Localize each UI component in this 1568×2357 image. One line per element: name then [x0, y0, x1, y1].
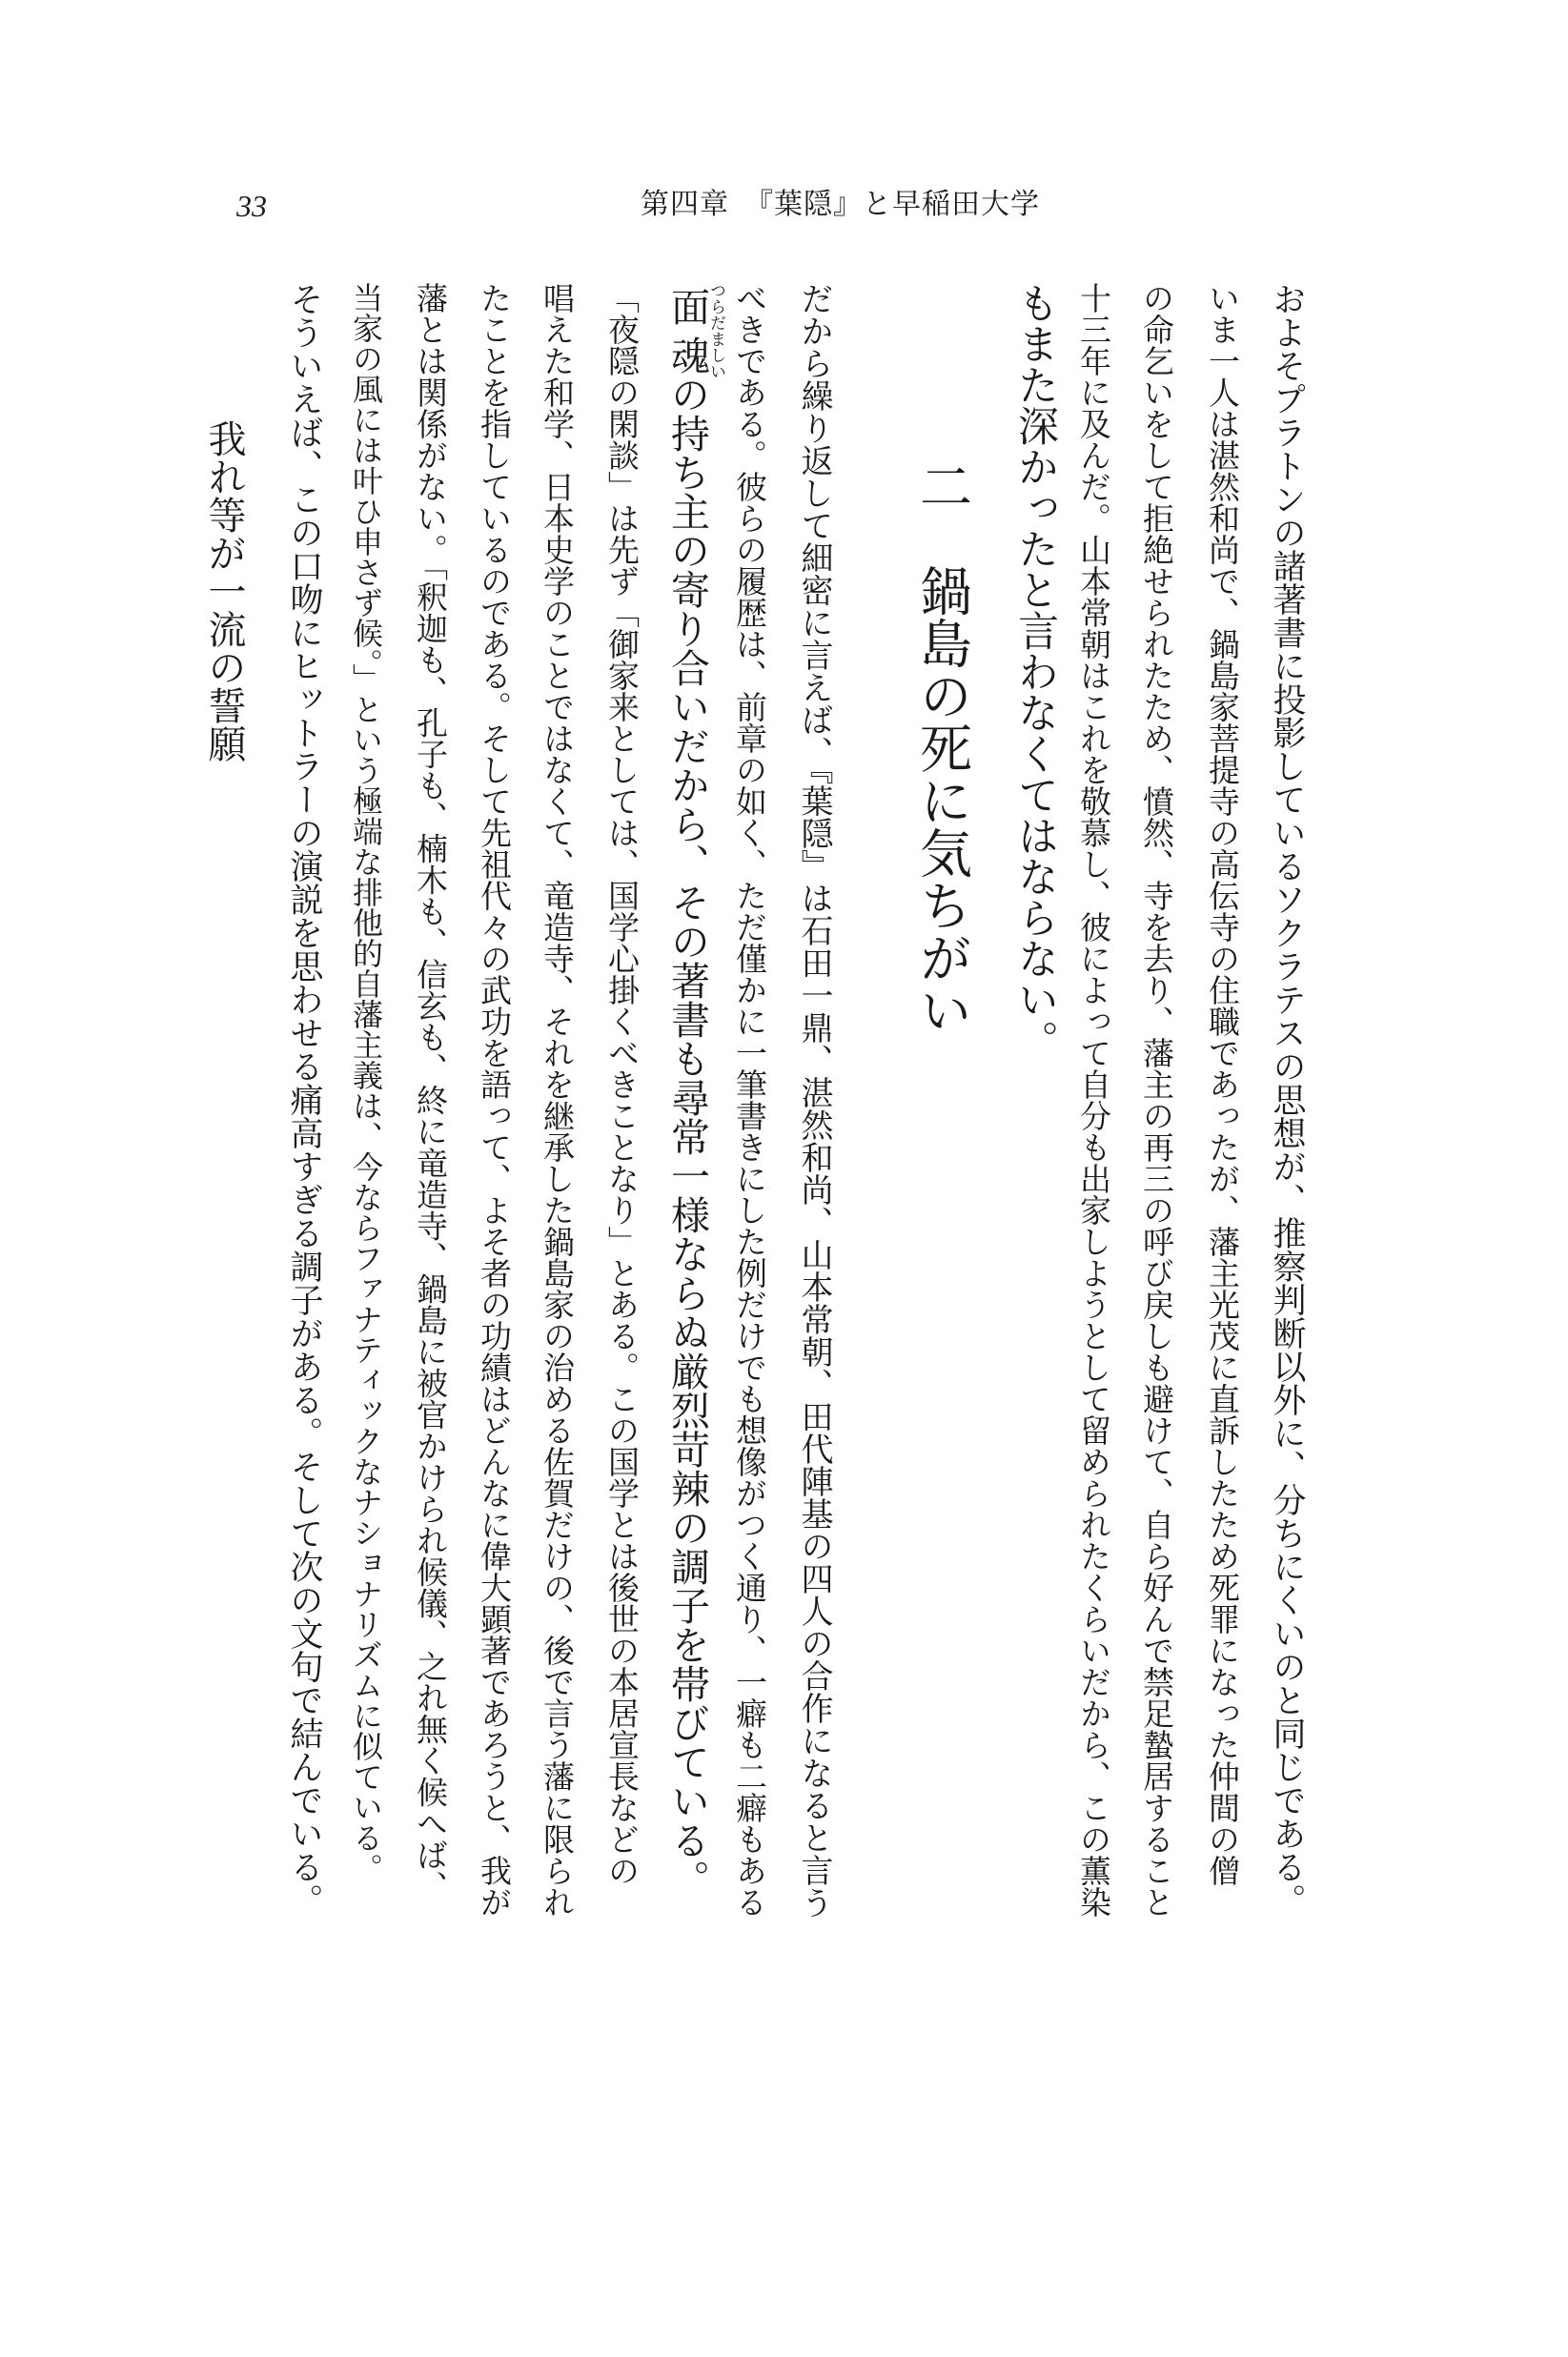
text-line: 当家の風には叶ひ申さず候。」という極端な排他的自藩主義は、今ならファナティックなナショナリズムに似ている。	[348, 282, 384, 1883]
text-line: およそプラトンの諸著書に投影しているソクラテスの思想が、推察判断以外に、分ちにくいのと同じである。	[1268, 282, 1306, 1917]
page-number: 33	[236, 189, 267, 223]
text-line: の命乞いをして拒絶せられたため、憤然、寺を去り、藩主の再三の呼び戻しも避けて、自ら好んで禁足蟄居すること	[1138, 282, 1175, 1918]
text-line: 藩とは関係がない。「釈迦も、孔子も、楠木も、信玄も、終に竜造寺、鍋島に被官かけられ候儀、之れ無く候へば、	[412, 282, 449, 1902]
running-head: 第四章 『葉隠』と早稲田大学	[641, 188, 1040, 221]
text-line: 面魂つらだましいの持ち主の寄り合いだから、その著書も尋常一様ならぬ厳烈苛辣の調子を帯びている。	[664, 282, 725, 1899]
text-line: べきである。彼らの履歴は、前章の如く、ただ僅かに一筆書きにした例だけでも想像がつく通り、一癖も二癖もある	[731, 282, 768, 1918]
ruby-reading: つらだましい	[706, 282, 725, 379]
text-line: 「夜隠の閑談」は先ず「御家来としては、国学心掛くべきことなり」とある。この国学とは後世の本居宣長などの	[603, 282, 641, 1886]
ruby-word: 面魂つらだましい	[664, 282, 725, 379]
text-line: 十三年に及んだ。山本常朝はこれを敬慕し、彼によって自分も出家しようとして留められたくらいだから、この薫染	[1075, 282, 1112, 1918]
text-line: そういえば、この口吻にヒットラーの演説を思わせる痛高すぎる調子がある。そして次の文句で結んでいる。	[285, 282, 323, 1917]
text-line: 唱えた和学、日本史学のことではなくて、竜造寺、それを継承した鍋島家の治める佐賀だけの、後で言う藩に限られ	[539, 282, 576, 1918]
text-line: だから繰り返して細密に言えば、『葉隠』は石田一鼎、湛然和尚、山本常朝、田代陣基の四人の合作になると言う	[795, 282, 833, 1919]
text-line: たことを指しているのである。そして先祖代々の武功を語って、よそ者の功績はどんなに偉大顕著であろうと、我が	[476, 282, 513, 1918]
quote-line: 我れ等が一流の誓願	[202, 419, 246, 762]
section-heading: 二 鍋島の死に気ちがい	[911, 459, 972, 1036]
text-line: もまた深かったと言わなくてはならない。	[1011, 282, 1059, 1061]
text-line: いま一人は湛然和尚で、鍋島家菩提寺の高伝寺の住職であったが、藩主光茂に直訴したため死罪になった仲間の僧	[1204, 282, 1241, 1886]
